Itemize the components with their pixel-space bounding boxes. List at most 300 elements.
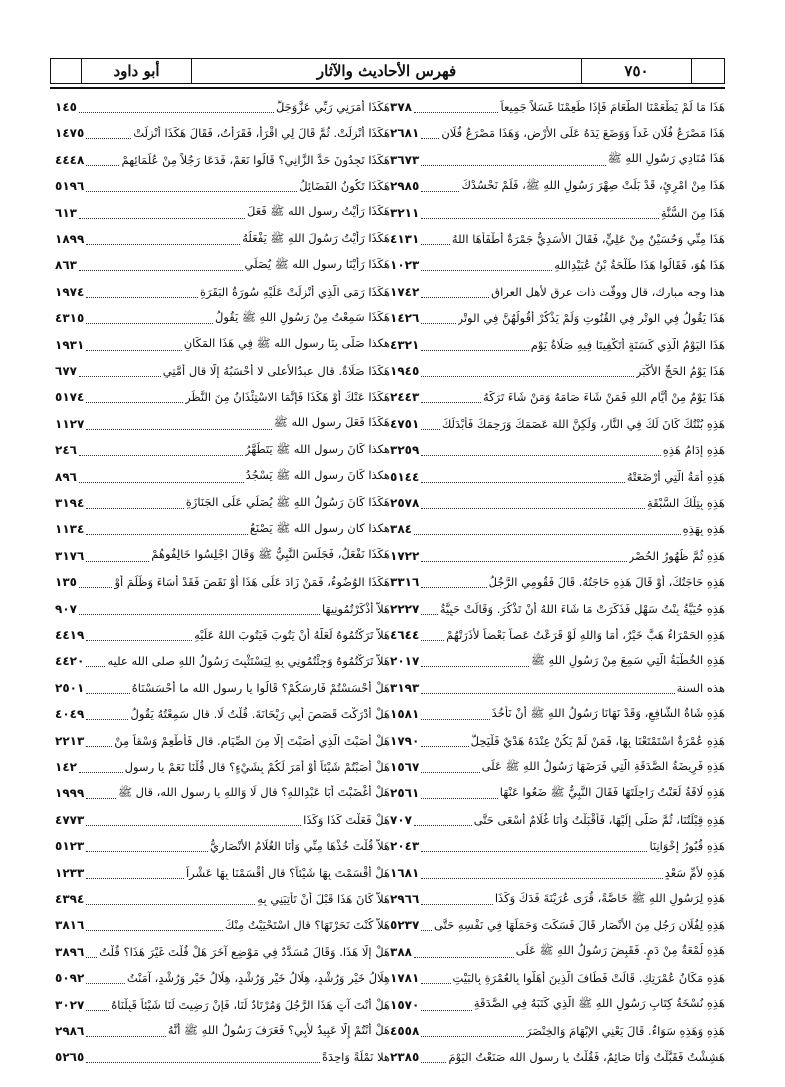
entry-number: ١٩٣١: [55, 337, 85, 352]
entry-number: ٥١٢٣: [55, 839, 85, 854]
entry-text: هَذِهِ قِبْلَتُنَا، ثُمَّ صَلَّى إِلَيْهَا، فَأَقْبَلْتُ وَأَنَا غُلَامٌ أَسْعَى حَتَّى: [473, 812, 725, 827]
dot-leader: [421, 217, 659, 219]
index-entry: [390, 281, 725, 303]
entry-number: ٢٠١٧: [390, 654, 420, 669]
entry-number: ٣٨٨: [390, 944, 412, 959]
dot-leader: [414, 111, 498, 113]
index-entry: [55, 1020, 390, 1042]
entry-number: ٢٢١٣: [55, 733, 85, 748]
dot-leader: [421, 613, 438, 615]
index-entry: [390, 624, 725, 646]
dot-leader: [421, 665, 529, 667]
left-column: [55, 96, 390, 1076]
dot-leader: [79, 375, 161, 377]
index-entry: [390, 650, 725, 672]
entry-number: ١٩٩٩: [55, 786, 85, 801]
entry-number: ٥١٧٤: [55, 390, 85, 405]
dot-leader: [86, 877, 184, 879]
dot-leader: [421, 1035, 524, 1037]
dot-leader: [86, 137, 131, 139]
dot-leader: [421, 877, 662, 879]
dot-leader: [421, 639, 444, 641]
entry-text: هَذِهِ عُمْرَةٌ اسْتَمْتَعْنَا بِهَا، فَمَنْ لَمْ يَكُنْ عِنْدَهُ هَدْيٌ فَلْيَحِلَّ: [470, 733, 725, 748]
header-right-cell: [691, 59, 723, 83]
entry-text: هَلاَّ قُلْتَ خُذْهَا مِنِّي وَأَنَا الغُلَامُ الأَنْصَارِيُّ: [209, 839, 390, 854]
dot-leader: [421, 797, 497, 799]
index-title: فهرس الأحاديث والآثار: [191, 59, 581, 83]
dot-leader: [421, 929, 432, 931]
dot-leader: [414, 956, 514, 958]
entry-number: ١٢٣٣: [55, 865, 85, 880]
entry-text: هَذَا مِنِّي وَحُسَيْنٌ مِنْ عَلِيٍّ، فَقَالَ الأَسَدِيُّ جَمْرَةٌ أَطْفَأَهَا اللهُ: [451, 232, 725, 246]
header-left-cell: [51, 59, 81, 83]
entry-text: هَذَا هُوَ، فَقَالُوا هَذَا طَلْحَةُ بْنُ عُبَيْدِاللهِ: [554, 258, 725, 273]
entry-number: ١٤٥: [55, 100, 77, 114]
entry-number: ٩٠٧: [55, 601, 77, 616]
index-entry: [55, 518, 390, 540]
entry-text: هَذَا مِنْ امْرِئٍ، قَدْ بَلَتْ صِهْرَ رَسُولِ اللهِ ﷺ، فَلَمْ نَحْسُدْكَ: [461, 177, 725, 192]
index-entry: [390, 994, 725, 1016]
dot-leader: [421, 1009, 472, 1011]
dot-leader: [421, 296, 489, 298]
entry-text: هذا وجه مبارك، قال ووقّت ذات عرق لأهل العراق: [491, 284, 725, 299]
dot-leader: [86, 322, 213, 324]
dot-leader: [79, 269, 243, 271]
index-entry: [390, 254, 725, 276]
entry-number: ٢٣٨٥: [390, 1050, 420, 1065]
entry-text: هَكَذَا تَكُونُ الفَضَائِلُ: [299, 179, 390, 194]
dot-leader: [421, 903, 493, 905]
entry-number: ٥٢٣٧: [390, 918, 420, 933]
entry-text: هَذَا يَقُولُ فِي الوِتْرِ فِي القُنُوتِ وَلَمْ يَذْكُرْ أَقُولُهُنَّ فِي الوِتْرِ: [457, 311, 725, 326]
dot-leader: [414, 824, 472, 826]
entry-number: ٧٠٧: [390, 812, 412, 827]
entry-text: هَذَا يَوْمُ الحَجِّ الأَكْبَرِ: [635, 364, 725, 378]
entry-text: هلا نَمْلَةً وَاحِدَةً: [322, 1050, 390, 1065]
dot-leader: [421, 692, 674, 694]
index-entry: [390, 809, 725, 831]
index-entry: [390, 202, 725, 224]
entry-number: ٤٦٤٤: [390, 628, 420, 642]
entry-text: هَذَا مِنَ السُّنَّةِ: [660, 205, 725, 220]
entry-number: ٤٣٢١: [390, 337, 420, 352]
entry-number: ٣٨٤: [390, 522, 412, 537]
entry-text: هَذِهِ إِدَامُ هَذِهِ: [662, 443, 725, 458]
entry-number: ١٤٢: [55, 760, 77, 774]
dot-leader: [421, 718, 489, 720]
entry-number: ٤٣١٥: [55, 311, 85, 326]
entry-text: هكذا كَانَ رسول الله ﷺ يَتَطَهَّرُ: [244, 441, 390, 456]
index-entry: [55, 809, 390, 831]
dot-leader: [414, 533, 681, 535]
dot-leader: [421, 507, 645, 509]
dot-leader: [421, 137, 439, 139]
entry-number: ١٩٤٥: [390, 364, 420, 378]
entry-number: ١٤٢٦: [390, 311, 420, 326]
entry-number: ١٧٢٢: [390, 548, 420, 563]
index-entry: [390, 228, 725, 250]
index-entry: [55, 307, 390, 329]
entry-text: هَذَا يَوْمٌ مِنْ أَيَّامِ اللهِ فَمَنْ شَاءَ صَامَهُ وَمَنْ شَاءَ تَرَكَهُ: [483, 390, 725, 405]
index-entry: [55, 650, 390, 672]
dot-leader: [421, 164, 605, 166]
dot-leader: [86, 533, 248, 535]
entry-number: ٣٠٢٧: [55, 997, 85, 1012]
index-entry: [55, 334, 390, 356]
entry-text: هَكَذَا الوُضُوءُ، فَمَنْ زَادَ عَلَى هَذَا أَوْ نَقَصَ فَقَدْ أَسَاءَ وَظَلَمَ أَوْ: [114, 575, 390, 590]
entry-text: هَذِهِ أَمَةُ الَّتِي أَرْضَعَتْهُ: [626, 469, 725, 484]
entry-number: ٣٧٨: [390, 100, 412, 114]
dot-leader: [421, 349, 528, 351]
index-entry: [390, 96, 725, 118]
index-entry: [390, 334, 725, 356]
dot-leader: [86, 692, 129, 694]
dot-leader: [86, 824, 301, 826]
entry-text: هَلْ فَعَلْتَ كَذَا وَكَذَا: [303, 812, 390, 827]
dot-leader: [86, 745, 112, 747]
index-entry: [55, 149, 390, 171]
dot-leader: [86, 349, 181, 351]
dot-leader: [79, 613, 320, 615]
entry-text: هَذِهِ لَاقَةُ لَعَنْتُ رَاحِلَتَهَا فَقَالَ النَّبِيُّ ﷺ ضَعُوا عَنْهَا: [499, 784, 725, 799]
entry-text: هَذِهِ بُنْتُكَ كَانَ لَكَ فِي النَّارِ، وَلَكِنَّ اللهَ عَصَمَكَ وَرَحِمَكَ فَأَبْدَلَكَ: [441, 416, 725, 431]
index-entry: [55, 994, 390, 1016]
index-entry: [390, 439, 725, 461]
entry-text: هَكَذَا رَمَى الَّذِي أُنْزِلَتْ عَلَيْهِ سُورَةُ البَقَرَةِ: [200, 284, 390, 299]
index-entry: [390, 1020, 725, 1042]
entry-text: هَذَا اليَوْمُ الَّذِي كَسَنَةٍ أَتَكْفِينَا فِيهِ صَلَاةُ يَوْمٍ: [530, 337, 725, 352]
dot-leader: [86, 296, 198, 298]
index-entry: [55, 202, 390, 224]
entry-number: ٥٢٦٥: [55, 1050, 85, 1065]
entry-number: ٦٧٧: [55, 364, 77, 378]
entry-text: هَذَا مَصْرَعُ فُلَانٍ غَداً وَوَضَعَ يَدَهُ عَلَى الأَرْضِ، وَهَذَا مَصْرَعُ فُلَانٍ: [441, 126, 725, 141]
dot-leader: [86, 401, 183, 403]
entry-text: هَلْ أَنْتُمْ إِلَّا عَبِيدٌ لأَبِي؟ فَعَرَفَ رَسُولُ اللهِ ﷺ أَنَّهُ: [167, 1022, 390, 1037]
entry-text: هَذَا مُنَادِي رَسُولِ اللهِ ﷺ: [607, 151, 725, 166]
index-entry: [55, 96, 390, 118]
entry-text: هَذِهِ حُيَيَّةُ بِنْتُ سَهْلٍ فَذَكَرَتْ مَا شَاءَ اللهُ أَنْ تَذْكُرَ. وَقَالَتْ حَيِيَّةُ: [439, 601, 725, 616]
entry-text: هَذِهِ لأُمِّ سَعْدٍ: [664, 865, 725, 880]
entry-text: هَلْ أَحْسَسْتُمْ فَارِسَكُمْ؟ قَالُوا يا رسول الله ما أَحْسَسْنَاهُ: [131, 680, 390, 695]
dot-leader: [86, 1009, 109, 1011]
index-entry: [390, 835, 725, 857]
dot-leader: [421, 481, 625, 483]
index-entry: [55, 835, 390, 857]
index-entry: [55, 888, 390, 910]
dot-leader: [421, 428, 440, 430]
page-header: [50, 58, 725, 84]
entry-text: هَلاَّ تَرَكْتُمُوهُ وَجِئْتُمُونِي بِهِ لِيَسْتَثْبِتَ رَسُولُ اللهِ صلى الله عليه: [107, 654, 390, 669]
entry-number: ٢٢٢٧: [390, 601, 420, 616]
entry-number: ٦١٣: [55, 205, 77, 220]
entry-text: هكذا صَلَّى بِنَا رسول الله ﷺ فِي هَذَا المَكَانِ: [183, 336, 390, 351]
dot-leader: [79, 481, 244, 483]
entry-number: ٤٧٥١: [390, 416, 420, 431]
index-entry: [55, 281, 390, 303]
entry-number: ٢٥٦١: [390, 786, 420, 801]
entry-number: ٤٤٤٨: [55, 152, 85, 167]
index-entry: [55, 967, 390, 989]
entry-text: هَكَذَا كَانَ رَسُولُ اللهِ ﷺ يُصَلِّي عَلَى الجَنَازَةِ: [185, 494, 390, 509]
index-entry: [55, 598, 390, 620]
index-entry: [55, 1046, 390, 1068]
dot-leader: [86, 718, 128, 720]
entry-number: ١٧٤٢: [390, 284, 420, 299]
index-entry: [55, 730, 390, 752]
entry-text: هَذِهِ بِتِلْكَ السَّبْقَةِ: [646, 496, 725, 510]
entry-text: هَكَذَا عَنْكَ أَوْ هَكَذَا فَإِنَّمَا الاسْتِئْذَانُ مِنَ النَّظَرِ: [185, 390, 390, 405]
index-entry: [55, 413, 390, 435]
index-entry: [55, 175, 390, 197]
index-entry: [390, 756, 725, 778]
entry-number: ٢٤٦: [55, 443, 77, 458]
entry-number: ١٥٦٧: [390, 760, 420, 774]
index-entry: [390, 677, 725, 699]
entry-number: ١٣٥: [55, 575, 77, 590]
dot-leader: [421, 269, 552, 271]
entry-text: هَذِهِ فَرِيضَةُ الصَّدَقَةِ الَّتِي فَرَضَهَا رَسُولُ اللهِ ﷺ عَلَى: [481, 758, 725, 773]
entry-text: هَلْ أَصَبْتَ الَّذِي أَصَبْتَ إِلَّا مِنَ الصِّيَامِ. قال فَأَطْعِمْ وَسْقاً مِنْ: [114, 733, 390, 748]
entry-text: هَذِهِ لِفُلَانٍ رَجُلٍ مِنَ الأَنْصَارِ قَالَ فَسَكَتَ وَحَمَلَهَا فِي نَفْسِهِ حَتَّى: [434, 918, 725, 933]
index-entry: [55, 360, 390, 382]
index-entry: [390, 149, 725, 171]
entry-number: ١٥٧٠: [390, 997, 420, 1012]
dot-leader: [421, 190, 459, 192]
entry-number: ٢٦٨١: [390, 126, 420, 141]
entry-number: ٢٥٠١: [55, 680, 85, 695]
entry-number: ٥٠٩٢: [55, 971, 85, 986]
entry-number: ١٧٩٠: [390, 733, 420, 748]
index-entry: [55, 782, 390, 804]
entry-number: ٤٧٧٣: [55, 812, 85, 827]
dot-leader: [79, 111, 274, 113]
entry-text: هَلْ أَدْرَكْتَ قَصَصَ أَبِي رَيْحَانَةَ. قُلْتُ لَا. قال سَمِعْتُهُ يَقُولُ: [130, 707, 390, 722]
entry-number: ٣٨٩٦: [55, 944, 85, 959]
dot-leader: [86, 1035, 166, 1037]
entry-text: هَكَذَا سَمِعْتُ مِنْ رَسُولِ اللهِ ﷺ يَقُولُ: [215, 309, 390, 324]
dot-leader: [421, 586, 486, 588]
index-entry: [390, 730, 725, 752]
entry-text: هَكَذَا أَمَرَنِي رَبِّي عَزَّوَجَلَّ: [275, 100, 390, 114]
entry-text: هَذِهِ الخُطْبَةُ الَّتِي سَمِعَ مِنْ رَسُولِ اللهِ ﷺ: [530, 652, 725, 667]
dot-leader: [86, 560, 149, 562]
index-entry: [55, 571, 390, 593]
entry-number: ١٤٧٥: [55, 126, 85, 141]
index-entry: [390, 518, 725, 540]
entry-text: هَلاَّ كَانَ هَذَا قَبْلَ أَنْ تَأْتِيَنِي بِهِ: [257, 892, 390, 906]
dot-leader: [421, 850, 647, 852]
index-entry: [390, 862, 725, 884]
entry-text: هَذِهِ بِهَذِهِ: [682, 522, 725, 537]
entry-number: ٢٩٨٥: [390, 179, 420, 194]
dot-leader: [86, 903, 255, 905]
entry-text: هَكَذَا نَفْعَلُ، فَجَلَسَ النَّبِيُّ ﷺ وَقَالَ اجْلِسُوا خَالِفُوهُمْ: [151, 547, 390, 562]
index-entry: [390, 386, 725, 408]
entry-number: ١٦٨١: [390, 865, 420, 880]
dot-leader: [86, 639, 192, 641]
entry-text: هَلْ أَقْسَمْتَ بِهَا شَيْئاً؟ قال أَقْسَمْنَا بِهَا عَشْراً: [185, 865, 390, 880]
entry-number: ١١٢٧: [55, 416, 85, 431]
entry-text: هَكَذَا أُنْزِلَتْ. ثُمَّ قَالَ لِي اقْرَأْ، فَقَرَأْتُ، فَقَالَ هَكَذَا أُنْزِلَتْ: [133, 126, 390, 141]
index-entry: [390, 122, 725, 144]
index-entry: [390, 413, 725, 435]
index-entry: [55, 914, 390, 936]
entry-number: ٢٥٧٨: [390, 496, 420, 510]
entry-number: ١٩٧٤: [55, 284, 85, 299]
entry-text: هَذِهِ شَاةُ الشَّافِعِ، وَقَدْ نَهَانَا رَسُولُ اللهِ ﷺ أَنْ نَأْخُذَ: [491, 705, 725, 720]
entry-text: هَذِهِ مَكَانُ عُمْرَتِكِ. قَالَتْ فَطَافَ الَّذِينَ أَهَلُّوا بِالعُمْرَةِ بِالبَيْتِ: [452, 971, 725, 986]
entry-text: هَلْ أَنْتَ آتٍ هَذَا الرَّجُلَ وَمُرْتَادٌ لَنَا، فَإِنْ رَضِيتَ لَنَا شَيْئاً قَبِلْنَاهُ: [111, 997, 390, 1012]
entry-number: ١٧٨١: [390, 971, 420, 986]
index-entry: [390, 492, 725, 514]
entry-number: ٣٦٧٣: [390, 152, 420, 167]
entry-number: ٢٩٦٦: [390, 892, 420, 906]
index-entry: [55, 703, 390, 725]
entry-number: ٥١٩٦: [55, 179, 85, 194]
index-entry: [55, 492, 390, 514]
dot-leader: [86, 665, 105, 667]
entry-number: ٤٣٩٤: [55, 892, 85, 906]
entry-number: ٣٨١٦: [55, 918, 85, 933]
entry-text: هَذِهِ لُمْعَةٌ مِنْ دَمٍ. فَقَبِضَ رَسُولُ اللهِ ﷺ عَلَى: [515, 943, 725, 958]
entry-text: هَشِشْتُ فَقَبَّلْتُ وَأَنَا صَائِمٌ، فَقُلْتُ يا رسول الله صَنَعْتُ اليَوْمَ: [448, 1050, 725, 1065]
entry-text: هَذِهِ نُسْخَةُ كِتَابِ رَسُولِ اللهِ ﷺ الَّذِي كَتَبَهُ فِي الصَّدَقَةِ: [473, 996, 725, 1011]
entry-number: ١٨٩٩: [55, 232, 85, 246]
dot-leader: [79, 217, 245, 219]
entry-text: هَكَذَا صَلَاةٌ. قال عبدُالأعلى لا أَحْسَبُهُ إِلَّا قال أُمَّتِي: [162, 364, 390, 378]
entry-text: هَكَذَا رَأَيْتُ رَسُولَ اللهِ ﷺ يَفْعَلُهُ: [242, 230, 390, 245]
entry-number: ٣٢١١: [390, 205, 420, 220]
index-entry: [390, 888, 725, 910]
index-entry: [390, 914, 725, 936]
entry-text: هَكَذَا فَعَلَ رسول الله ﷺ: [273, 415, 390, 430]
index-entry: [390, 571, 725, 593]
entry-number: ٣١٧٦: [55, 548, 85, 563]
entry-text: هَذِهِ قُبُورُ إِخْوَانِنَا: [649, 839, 725, 854]
dot-leader: [79, 771, 123, 773]
index-entry: [390, 1046, 725, 1068]
entry-number: ٨٩٦: [55, 469, 77, 484]
entry-text: هَلاَّ تَرَكْتُمُوهُ لَعَلَّهُ أَنْ يَتُوبَ فَيَتُوبَ اللهُ عَلَيْهِ: [194, 628, 390, 642]
entry-text: هَكَذَا رَأَيْنَا رسول الله ﷺ يُصَلِّي: [244, 256, 390, 271]
entry-number: ٥١٤٤: [390, 469, 420, 484]
entry-text: هِلَالُ خَيْرٍ وَرُشْدٍ، هِلَالُ خَيْرٍ وَرُشْدٍ، هِلَالُ خَيْرٍ وَرُشْدٍ، آمَنْتُ: [126, 971, 390, 986]
entry-text: هَكَذَا رَأَيْتُ رسول الله ﷺ فَعَلَ: [247, 204, 390, 219]
index-entry: [55, 439, 390, 461]
entry-number: ٨٦٣: [55, 258, 77, 273]
book-name: أبو داود: [81, 59, 191, 83]
header-rule: [50, 87, 725, 89]
entry-text: هَلاَّ كُنْتَ نَحَرْتَهَا؟ قال اسْتَحْيَيْتُ مِنْكَ: [224, 918, 390, 933]
dot-leader: [79, 586, 113, 588]
entry-text: هَذِهِ حَاجَتُكَ، أَوْ قَالَ هَذِهِ حَاجَتُهُ. قَالَ فَقُومِي الرَّجُلُ: [488, 575, 725, 590]
entry-text: هَكَذَا تَجِدُونَ حَدَّ الزَّانِي؟ قَالُوا نَعَمْ، فَدَعَا رَجُلاً مِنْ عُلَمَائِهِمْ: [121, 152, 390, 167]
entry-text: هَذِهِ الحَمْرَاءُ هَبَّ خَيْرٌ، أَمَا وَاللهِ لَوْ قَرَعْتُ عَصاً بَعْضاً لأَذَرَتْهُمْ: [446, 628, 725, 642]
entry-text: هَلاَّ أَذْكَرْتُمُونِيهَا: [322, 601, 390, 616]
entry-number: ٣١٩٤: [55, 496, 85, 510]
dot-leader: [421, 454, 661, 456]
entry-number: ١٠٢٣: [390, 258, 420, 273]
index-entry: [55, 466, 390, 488]
index-entry: [55, 624, 390, 646]
dot-leader: [86, 190, 297, 192]
index-entry: [55, 756, 390, 778]
index-entry: [55, 545, 390, 567]
dot-leader: [421, 560, 626, 562]
dot-leader: [421, 982, 450, 984]
entry-number: ٢٩٨٦: [55, 1024, 85, 1038]
right-column: [390, 96, 725, 1076]
index-entry: [390, 466, 725, 488]
entry-text: هذه السنة: [676, 680, 725, 695]
dot-leader: [86, 507, 183, 509]
entry-text: هَذِهِ لِرَسُولِ اللهِ ﷺ خَاصَّةً، قُرَى عُرَيْنَةَ فَدَكَ وَكَذَا: [494, 890, 725, 905]
dot-leader: [421, 243, 450, 245]
dot-leader: [86, 956, 97, 958]
dot-leader: [86, 428, 272, 430]
entry-number: ١٥٨١: [390, 707, 420, 722]
dot-leader: [86, 850, 208, 852]
index-entry: [55, 122, 390, 144]
dot-leader: [86, 929, 223, 931]
entry-text: هكذا كان رسول الله ﷺ يَصْنَعُ: [249, 520, 390, 535]
index-entry: [390, 545, 725, 567]
entry-text: هَلْ إِلَّا هَذَا. وَقَالَ مُسَدَّدٌ فِي مَوْضِعٍ آخَرَ هَلْ قُلْتَ غَيْرَ هَذَا؟ قُلْتُ: [99, 944, 390, 959]
dot-leader: [421, 401, 481, 403]
dot-leader: [86, 164, 119, 166]
index-entry: [55, 941, 390, 963]
entry-text: هَلْ أَغْضَبْتَ أَبَا عَبْدِاللهِ؟ قال لَا وَاللهِ يا رسول الله، قال ﷺ: [118, 784, 390, 799]
index-entry: [55, 677, 390, 699]
entry-number: ٢٤٤٣: [390, 390, 420, 405]
index-entry: [55, 254, 390, 276]
index-entry: [390, 703, 725, 725]
entry-number: ٤٤١٩: [55, 628, 85, 642]
entry-number: ٤٤٢٠: [55, 654, 85, 669]
index-entry: [390, 307, 725, 329]
entry-text: هَلْ أَصَبْتُمْ شَيْئاً أَوْ أَمَرَ لَكُمْ بِشَيْءٍ؟ قال قُلْنَا نَعَمْ يا رسول: [124, 760, 390, 774]
entry-text: هكذا كَانَ رسول الله ﷺ يَسْجُدُ: [245, 468, 390, 483]
entry-number: ٣٣١٦: [390, 575, 420, 590]
dot-leader: [421, 745, 468, 747]
entry-number: ١١٣٤: [55, 522, 85, 537]
dot-leader: [79, 454, 243, 456]
dot-leader: [421, 1061, 446, 1063]
index-entry: [55, 862, 390, 884]
entry-number: ٤٥٥٨: [390, 1024, 420, 1038]
dot-leader: [86, 243, 240, 245]
entry-number: ٤٠٤٩: [55, 707, 85, 722]
index-entry: [390, 598, 725, 620]
entry-text: هَذِهِ وَهَذِهِ سَوَاءٌ. قَالَ يَعْنِي الإِبْهَامَ وَالخِنْصَرَ: [525, 1024, 725, 1038]
index-entry: [390, 782, 725, 804]
dot-leader: [421, 375, 634, 377]
entry-text: هَذِهِ ثُمَّ ظُهُورُ الحُصْرِ: [628, 548, 725, 563]
index-entry: [55, 386, 390, 408]
dot-leader: [421, 771, 479, 773]
entry-number: ٤١٣١: [390, 232, 420, 246]
index-entry: [390, 941, 725, 963]
dot-leader: [86, 982, 125, 984]
entry-number: ٣١٩٣: [390, 680, 420, 695]
index-entry: [390, 175, 725, 197]
index-entry: [55, 228, 390, 250]
entry-text: هَذَا مَا لَمْ يَطْعَمْنَا الطَّعَامَ فَإِذَا طَعِمْنَا غَسَلاً جَمِيعاً: [500, 100, 725, 114]
dot-leader: [86, 797, 116, 799]
dot-leader: [421, 322, 455, 324]
entry-number: ٢٠٤٣: [390, 839, 420, 854]
